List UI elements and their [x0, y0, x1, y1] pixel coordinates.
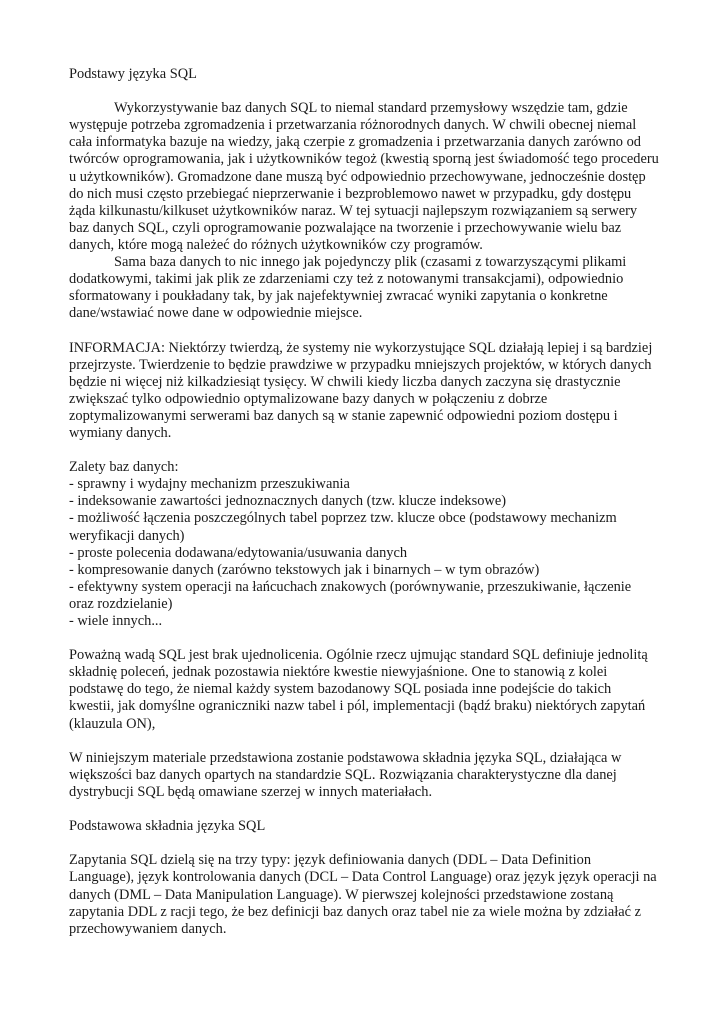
- document-page: [69, 66, 659, 938]
- document-title: Podstawy języka SQL: [69, 66, 197, 82]
- list-item: - kompresowanie danych (zarówno tekstowych jak i binarnych – w tym obrazów): [69, 561, 540, 578]
- list-item: - proste polecenia dodawana/edytowania/usuwania danych: [69, 544, 408, 561]
- spacer: [69, 733, 659, 750]
- advantages-heading: Zalety baz danych:: [69, 459, 179, 476]
- spacer: [69, 630, 659, 647]
- spacer: [69, 801, 659, 818]
- spacer: [69, 442, 659, 459]
- intro-paragraph-2: Sama baza danych to nic innego jak pojedynczy plik (czasami z towarzyszącymi plikami dodatkowymi, takimi jak plik ze zdarzeniami czy też z notowanymi transakcjami), odpowiednio sformatowany i poukładany tak, by jak najefektywniej zwracać wyniki zapytania o konkretne dane/wstawiać nowe dane w odpowiednie miejsce.: [69, 254, 627, 322]
- intro-paragraph-1: Wykorzystywanie baz danych SQL to niemal standard przemysłowy wszędzie tam, gdzie występuje potrzeba zgromadzenia i przetwarzania różnorodnych danych. W chwili obecnej niemal cała informatyka bazuje na wiedzy, jaką czerpie z gromadzenia i przetwarzania danych zarówno od twórców oprogramowania, jak i użytkowników tegoż (kwestią sporną jest świadomość tego procederu u użytkowników). Gromadzone dane muszą być odpowiednio przechowywane, jednocześnie dostęp do nich musi często przebiegać nieprzerwanie i bezproblemowo nawet w przypadku, gdy dostępu żąda kilkunastu/kilkuset użytkowników naraz. W tej sytuacji najlepszym rozwiązaniem są serwery baz danych SQL, czyli oprogramowanie pozwalające na tworzenie i przechowywanie wielu baz danych, które mogą należeć do różnych użytkowników czy programów.: [69, 100, 659, 253]
- syntax-paragraph: Zapytania SQL dzielą się na trzy typy: język definiowania danych (DDL – Data Definition Language), język kontrolowania danych (DCL – Data Control Language) oraz język język operacji na danych (DML – Data Manipulation Language). W pierwszej kolejności przedstawione zostaną zapytania DDL z racji tego, że bez definicji baz danych oraz tabel nie za wiele można by zdziałać z przechowywaniem danych.: [69, 852, 657, 937]
- list-item: - sprawny i wydajny mechanizm przeszukiwania: [69, 476, 350, 493]
- material-paragraph: W niniejszym materiale przedstawiona zostanie podstawowa składnia języka SQL, działająca w większości baz danych opartych na standardzie SQL. Rozwiązania charakterystyczne dla danej dystrybucji SQL będą omawiane szerzej w innych materiałach.: [69, 749, 622, 800]
- info-paragraph: INFORMACJA: Niektórzy twierdzą, że systemy nie wykorzystujące SQL działają lepiej i są bardziej przejrzyste. Twierdzenie to będzie prawdziwe w przypadku mniejszych projektów, w których danych będzie ni więcej niż kilkadziesiąt tysięcy. W chwili kiedy liczba danych zaczyna się drastycznie zwiększać tylko odpowiednio optymalizowane bazy danych w połączeniu z dobrze zoptymalizowanymi serwerami baz danych są w stanie zapewnić odpowiedni poziom dostępu i wymiany danych.: [69, 339, 653, 441]
- spacer: [69, 835, 659, 852]
- drawback-paragraph: Poważną wadą SQL jest brak ujednolicenia. Ogólnie rzecz ujmując standard SQL definiuje jednolitą składnię poleceń, jednak pozostawia niektóre kwestie niewyjaśnione. One to stanowią z kolei podstawę do tego, że niemal każdy system bazodanowy SQL posiada inne podejście do takich kwestii, jak domyślne ograniczniki nazw tabel i pól, implementacji (bądź braku) niektórych zapytań (klauzula ON),: [69, 647, 648, 732]
- section-heading: Podstawowa składnia języka SQL: [69, 818, 266, 835]
- spacer: [69, 322, 659, 339]
- list-item: - indeksowanie zawartości jednoznacznych danych (tzw. klucze indeksowe): [69, 493, 506, 510]
- spacer: [69, 83, 659, 100]
- advantages-list: [69, 476, 659, 630]
- list-item: - wiele innych...: [69, 613, 163, 629]
- list-item: - możliwość łączenia poszczególnych tabel poprzez tzw. klucze obce (podstawowy mechanizm weryfikacji danych): [69, 510, 617, 544]
- list-item: - efektywny system operacji na łańcuchach znakowych (porównywanie, przeszukiwanie, łączenie oraz rozdzielanie): [69, 578, 632, 612]
